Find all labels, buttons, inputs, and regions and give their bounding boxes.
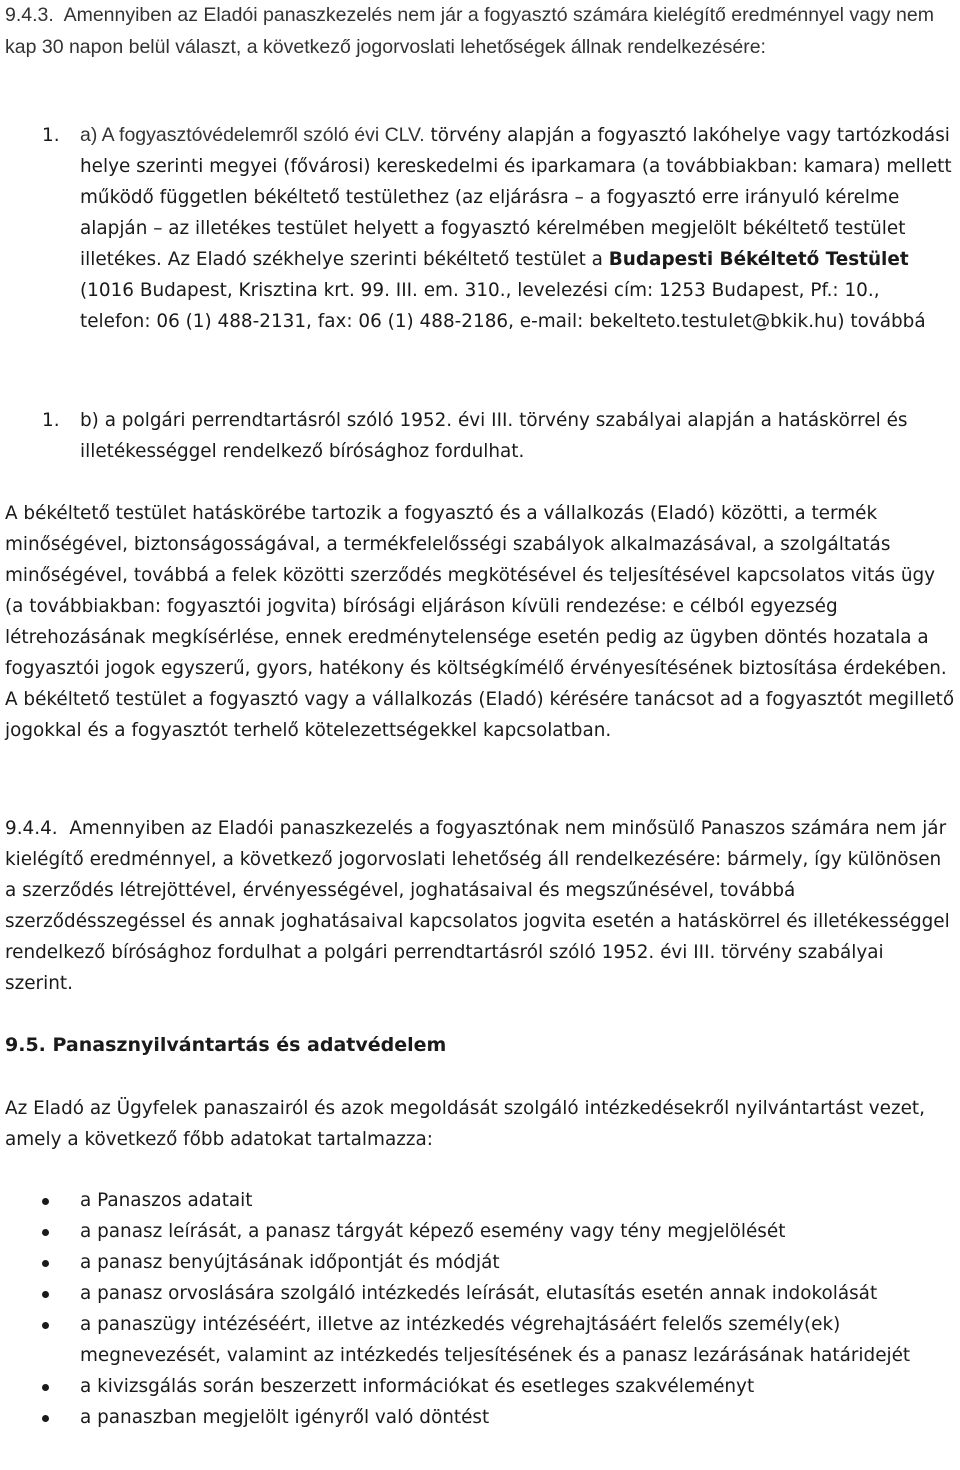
tribunal-name: Budapesti Békéltető Testület bbox=[608, 249, 909, 270]
list-number: 1. bbox=[42, 410, 60, 431]
item-text: b) a polgári perrendtartásról szóló 1952. évi III. törvény szabályai alapján a hatáskörrel és illetékességgel rendelkező bírósághoz fordulhat. bbox=[80, 410, 908, 462]
list-item-text: a panaszban megjelölt igényről való döntést bbox=[80, 1407, 490, 1428]
remedy-item-a bbox=[42, 120, 952, 337]
list-item-text: a Panaszos adatait bbox=[80, 1190, 253, 1211]
list-item-text: a kivizsgálás során beszerzett információkat és esetleges szakvéleményt bbox=[80, 1376, 755, 1397]
list-item bbox=[5, 1402, 955, 1433]
item-text: törvény alapján a fogyasztó lakóhelye vagy tartózkodási helye szerinti megyei (fővárosi) kereskedelmi és iparkamara (a továbbiakban: kamara) mellett működő független békéltető testülethez (az eljárásra – a fogyasztó erre irányuló kérelme alapján – az illetékes testület helyett a fogyasztó kérelmében megjelölt békéltető testület illetékes. Az Eladó székhelye szerinti békéltető testület a bbox=[80, 125, 952, 270]
list-item-text: a panasz orvoslására szolgáló intézkedés leírását, elutasítás esetén annak indokolását bbox=[80, 1283, 878, 1304]
list-item-text: a panasz benyújtásának időpontját és módját bbox=[80, 1252, 500, 1273]
section-number: 9.4.3. bbox=[5, 4, 54, 26]
section-text: Amennyiben az Eladói panaszkezelés nem jár a fogyasztó számára kielégítő eredménnyel vagy nem kap 30 napon belül választ, a következő jogorvoslati lehetőségek állnak rendelkezésére: bbox=[5, 4, 934, 58]
list-item bbox=[5, 1371, 955, 1402]
section-text: Amennyiben az Eladói panaszkezelés a fogyasztónak nem minősülő Panaszos számára nem jár kielégítő eredménnyel, a következő jogorvoslati lehetőség áll rendelkezésére: bármely, így különösen a szerződés létrejöttével, érvényességével, joghatásaival és megszűnésével, továbbá szerződésszegéssel és annak joghatásaival kapcsolatos jogvita esetén a hatáskörrel és illetékességgel rendelkező bírósághoz fordulhat a polgári perrendtartásról szóló 1952. évi III. törvény szabályai szerint. bbox=[5, 818, 950, 994]
section-number: 9.5. bbox=[5, 1034, 46, 1056]
tribunal-contact: (1016 Budapest, Krisztina krt. 99. III. em. 310., levelezési cím: 1253 Budapest, Pf.: 10., telefon: 06 (1) 488-2131, fax: 06 (1) 488-2186, e-mail: bekelteto.testulet@bkik.hu) továbbá bbox=[80, 280, 926, 332]
bullet-icon bbox=[42, 1384, 49, 1391]
list-item-text: a panasz leírását, a panasz tárgyát képező esemény vagy tény megjelölését bbox=[80, 1221, 786, 1242]
paragraph-bekelteto: A békéltető testület hatáskörébe tartozik a fogyasztó és a vállalkozás (Eladó) közötti, a termék minőségével, biztonságosságával, a termékfelelősségi szabályok alkalmazásával, a szolgáltatás minőségével, továbbá a felek közötti szerződés megkötésével és teljesítésével kapcsolatos vitás ügy (a továbbiakban: fogyasztói jogvita) bírósági eljáráson kívüli rendezése: e célból egyezség létrehozásának megkísérlése, ennek eredménytelensége esetén pedig az ügyben döntés hozatala a fogyasztói jogok egyszerű, gyors, hatékony és költségkímélő érvényesítésének biztosítása érdekében. A békéltető testület a fogyasztó vagy a vállalkozás (Eladó) kérésére tanácsot ad a fogyasztót megillető jogokkal és a fogyasztót terhelő kötelezettségekkel kapcsolatban. bbox=[5, 503, 955, 741]
list-item bbox=[5, 1247, 955, 1278]
bullet-icon bbox=[42, 1260, 49, 1267]
item-lead: a) A fogyasztóvédelemről szóló évi CLV. bbox=[80, 124, 425, 146]
bullet-icon bbox=[42, 1291, 49, 1298]
bullet-icon bbox=[42, 1229, 49, 1236]
list-item-text: a panaszügy intézéséért, illetve az intézkedés végrehajtásáért felelős személy(ek) megnevezését, valamint az intézkedés teljesítésének és a panasz lezárásának határidejét bbox=[80, 1314, 911, 1366]
list-item bbox=[5, 1309, 955, 1371]
list-item bbox=[5, 1185, 955, 1216]
bullet-icon bbox=[42, 1322, 49, 1329]
paragraph-nyilvantartas: Az Eladó az Ügyfelek panaszairól és azok megoldását szolgáló intézkedésekről nyilvántartást vezet, amely a következő főbb adatokat tartalmazza: bbox=[5, 1098, 925, 1150]
section-9-5-heading bbox=[5, 1030, 905, 1061]
record-fields-list bbox=[5, 1185, 955, 1433]
bullet-icon bbox=[42, 1415, 49, 1422]
list-number: 1. bbox=[42, 125, 60, 146]
list-item bbox=[5, 1216, 955, 1247]
list-item bbox=[5, 1278, 955, 1309]
bullet-icon bbox=[42, 1198, 49, 1205]
section-number: 9.4.4. bbox=[5, 818, 58, 839]
section-title: Panasznyilvántartás és adatvédelem bbox=[52, 1034, 447, 1056]
remedy-item-b bbox=[42, 405, 952, 467]
section-9-4-4 bbox=[5, 813, 955, 999]
section-9-4-3 bbox=[5, 0, 950, 63]
